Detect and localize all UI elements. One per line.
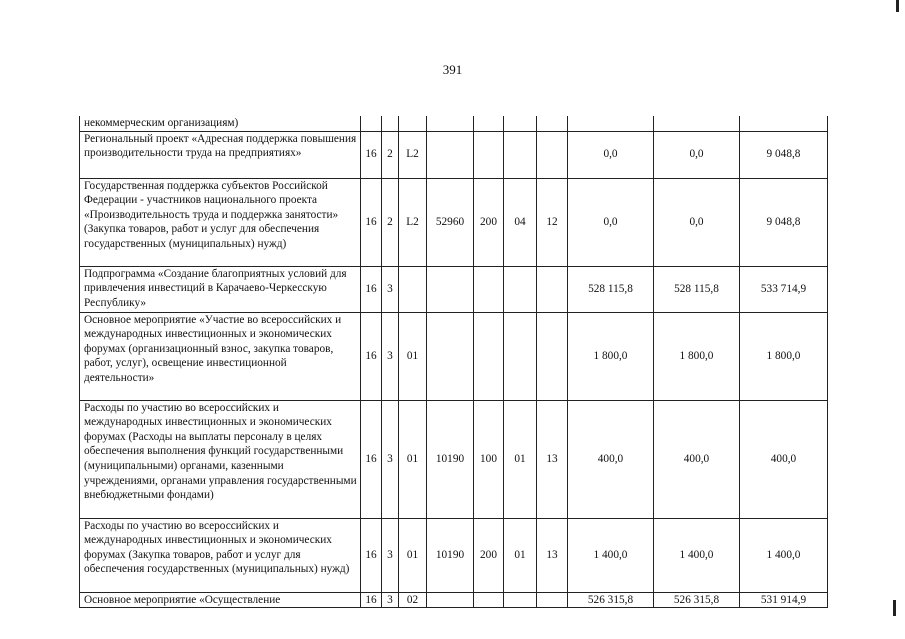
table-row xyxy=(80,266,828,312)
table-row xyxy=(80,592,828,608)
scan-edge-mark xyxy=(893,600,896,616)
cell-c4: 10190 xyxy=(427,518,474,592)
row-name: Подпрограмма «Создание благоприятных условий для привлечения инвестиций в Карачаево-Черкесскую Республику» xyxy=(80,266,361,312)
cell-c7: 13 xyxy=(537,400,568,518)
cell-c3: 02 xyxy=(399,592,427,608)
cell-c2: 2 xyxy=(382,178,399,266)
cell-value-2: 1 800,0 xyxy=(654,312,740,400)
cell-value-3: 9 048,8 xyxy=(740,131,828,178)
cell-value-3: 1 400,0 xyxy=(740,518,828,592)
cell-value-3: 531 914,9 xyxy=(740,592,828,608)
cell-value-2 xyxy=(654,116,740,131)
cell-c4 xyxy=(427,592,474,608)
cell-c2: 3 xyxy=(382,266,399,312)
page-number: 391 xyxy=(442,62,463,77)
cell-c7 xyxy=(537,592,568,608)
cell-c1 xyxy=(361,116,382,131)
cell-c6 xyxy=(504,592,537,608)
cell-c7: 13 xyxy=(537,518,568,592)
cell-c2: 3 xyxy=(382,400,399,518)
cell-c7 xyxy=(537,266,568,312)
cell-c7 xyxy=(537,312,568,400)
cell-value-2: 400,0 xyxy=(654,400,740,518)
cell-value-1: 526 315,8 xyxy=(568,592,654,608)
cell-value-2: 0,0 xyxy=(654,178,740,266)
cell-c4: 10190 xyxy=(427,400,474,518)
cell-c6 xyxy=(504,131,537,178)
cell-value-1: 0,0 xyxy=(568,131,654,178)
cell-c7 xyxy=(537,116,568,131)
table-row xyxy=(80,131,828,178)
cell-c2: 2 xyxy=(382,131,399,178)
cell-c2: 3 xyxy=(382,592,399,608)
cell-value-3: 400,0 xyxy=(740,400,828,518)
cell-c5 xyxy=(474,116,504,131)
row-name: Расходы по участию во всероссийских и международных инвестиционных и экономических форумах (Закупка товаров, работ и услуг для обеспечения государственных (муниципальных) нужд) xyxy=(80,518,361,592)
cell-c2: 3 xyxy=(382,312,399,400)
row-name: Государственная поддержка субъектов Российской Федерации - участников национального проекта «Производительность труда и поддержка занятости» (Закупка товаров, работ и услуг для обеспечения государственных (муниципальных) нужд) xyxy=(80,178,361,266)
cell-c3 xyxy=(399,116,427,131)
cell-value-1: 0,0 xyxy=(568,178,654,266)
budget-table xyxy=(79,116,828,608)
cell-value-3: 1 800,0 xyxy=(740,312,828,400)
cell-c1: 16 xyxy=(361,266,382,312)
cell-c3: 01 xyxy=(399,312,427,400)
cell-c3 xyxy=(399,266,427,312)
cell-c1: 16 xyxy=(361,518,382,592)
cell-c6: 04 xyxy=(504,178,537,266)
cell-c6: 01 xyxy=(504,400,537,518)
cell-c7 xyxy=(537,131,568,178)
cell-value-3 xyxy=(740,116,828,131)
cell-value-1 xyxy=(568,116,654,131)
row-name: Основное мероприятие «Осуществление xyxy=(80,592,361,608)
cell-c2 xyxy=(382,116,399,131)
cell-c6 xyxy=(504,116,537,131)
cell-value-1: 1 400,0 xyxy=(568,518,654,592)
cell-c4 xyxy=(427,131,474,178)
cell-c4 xyxy=(427,266,474,312)
table-row xyxy=(80,312,828,400)
cell-value-1: 528 115,8 xyxy=(568,266,654,312)
cell-c4 xyxy=(427,116,474,131)
cell-value-3: 533 714,9 xyxy=(740,266,828,312)
cell-c6 xyxy=(504,266,537,312)
row-name: некоммерческим организациям) xyxy=(80,116,361,131)
cell-value-2: 0,0 xyxy=(654,131,740,178)
row-name: Региональный проект «Адресная поддержка повышения производительности труда на предприятиях» xyxy=(80,131,361,178)
cell-c5: 200 xyxy=(474,518,504,592)
cell-c6 xyxy=(504,312,537,400)
cell-c1: 16 xyxy=(361,592,382,608)
cell-c3: L2 xyxy=(399,178,427,266)
cell-c5 xyxy=(474,312,504,400)
cell-c6: 01 xyxy=(504,518,537,592)
cell-value-2: 526 315,8 xyxy=(654,592,740,608)
row-name: Расходы по участию во всероссийских и международных инвестиционных и экономических форумах (Расходы на выплаты персоналу в целях обеспечения выполнения функций государственными (муниципальными) органами, казенными учреждениями, органами управления государственными внебюджетными фондами) xyxy=(80,400,361,518)
cell-c3: 01 xyxy=(399,518,427,592)
table-row xyxy=(80,116,828,131)
cell-c5 xyxy=(474,131,504,178)
cell-c3: L2 xyxy=(399,131,427,178)
cell-c7: 12 xyxy=(537,178,568,266)
cell-c5: 100 xyxy=(474,400,504,518)
table-row xyxy=(80,518,828,592)
cell-value-2: 1 400,0 xyxy=(654,518,740,592)
cell-c2: 3 xyxy=(382,518,399,592)
cell-c5 xyxy=(474,266,504,312)
cell-c1: 16 xyxy=(361,178,382,266)
cell-c5: 200 xyxy=(474,178,504,266)
cell-c1: 16 xyxy=(361,400,382,518)
cell-c1: 16 xyxy=(361,312,382,400)
cell-c4: 52960 xyxy=(427,178,474,266)
cell-c4 xyxy=(427,312,474,400)
scan-edge-mark xyxy=(896,0,899,12)
table-row xyxy=(80,178,828,266)
cell-value-2: 528 115,8 xyxy=(654,266,740,312)
cell-value-3: 9 048,8 xyxy=(740,178,828,266)
cell-c1: 16 xyxy=(361,131,382,178)
table-row xyxy=(80,400,828,518)
cell-value-1: 1 800,0 xyxy=(568,312,654,400)
row-name: Основное мероприятие «Участие во всероссийских и международных инвестиционных и экономических форумах (организационный взнос, закупка товаров, работ, услуг), освещение инвестиционной деятельности» xyxy=(80,312,361,400)
cell-value-1: 400,0 xyxy=(568,400,654,518)
cell-c5 xyxy=(474,592,504,608)
cell-c3: 01 xyxy=(399,400,427,518)
